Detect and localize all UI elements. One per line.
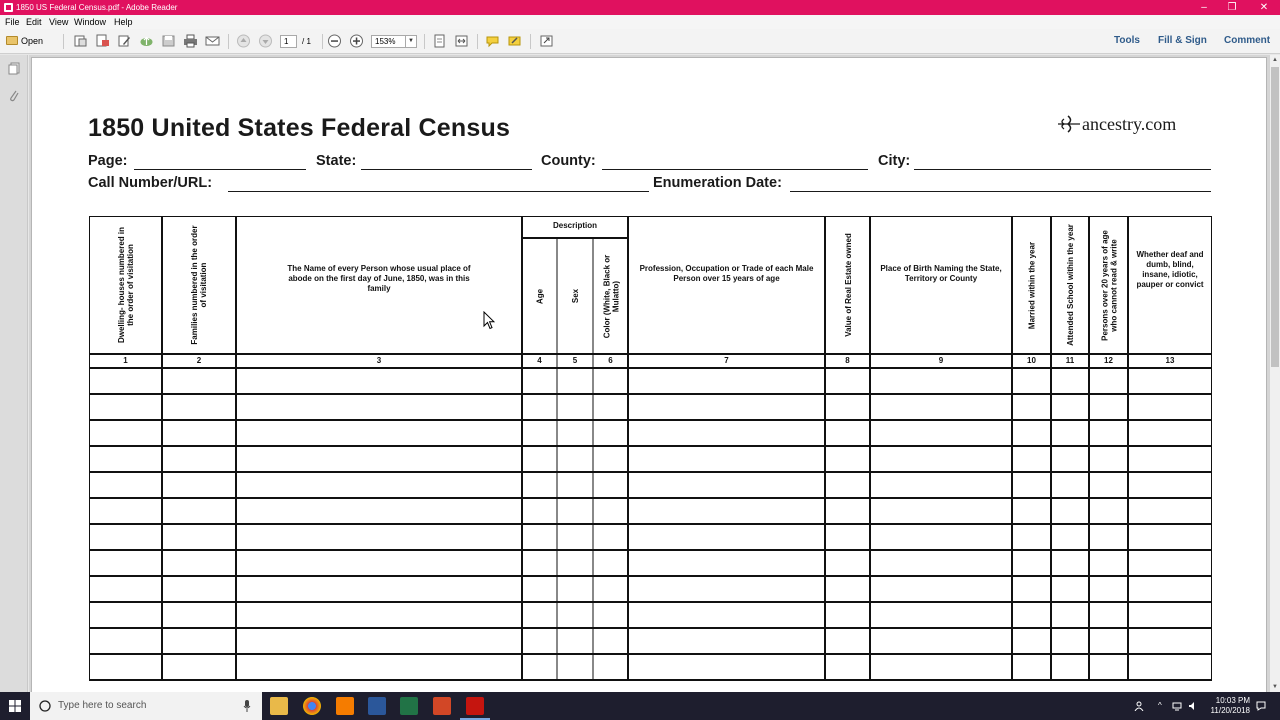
toolbar-separator [322,34,323,49]
menu-view[interactable]: View [49,17,69,27]
column-number-8: 8 [845,356,850,365]
ancestry-logo [1056,114,1176,135]
close-button[interactable]: ✕ [1259,2,1269,13]
column-number-10: 10 [1027,356,1036,365]
fit-page-icon[interactable] [432,34,447,48]
column-number-13: 13 [1165,356,1175,365]
previous-page-icon[interactable] [236,34,251,48]
column-number-4: 4 [537,356,542,365]
column-header-8: Value of Real Estate owned [843,233,852,337]
search-icon [39,700,51,712]
toolbar [0,29,1280,54]
toolbar-separator [228,34,229,49]
folder-icon [6,36,18,45]
create-pdf-icon[interactable] [73,34,88,48]
chrome-icon[interactable] [303,697,321,715]
zoom-value: 153% [375,37,396,46]
expand-icon[interactable] [539,34,554,48]
city-field-line[interactable] [914,169,1211,170]
mouse-cursor-icon [483,311,495,330]
email-icon[interactable] [205,34,220,48]
scroll-down-arrow-icon[interactable]: ▼ [1272,684,1278,690]
description-group-header: Description [552,221,597,230]
toolbar-separator [477,34,478,49]
column-number-11: 11 [1065,356,1075,365]
excel-icon[interactable] [400,697,418,715]
page-total: / 1 [302,37,311,46]
tab-comment[interactable]: Comment [1224,35,1271,46]
column-header-3: The Name of every Person whose usual place of abode on the first day of June, 1850, was in this family [287,264,471,293]
menu-window[interactable]: Window [74,17,107,27]
word-icon[interactable] [368,697,386,715]
column-header-1: Dwelling- houses numbered in the order of visitation [116,227,135,344]
document-title: 1850 United States Federal Census [88,114,511,142]
page-number-input[interactable]: 1 [280,35,297,48]
volume-icon[interactable] [1188,701,1198,711]
navigation-pane [0,55,28,692]
column-number-9: 9 [938,356,944,365]
column-header-4: Age [535,288,544,304]
xampp-icon[interactable] [336,697,354,715]
vertical-scrollbar[interactable] [1269,55,1280,692]
title-bar [0,0,1280,15]
logo-text: ancestry.com [1082,114,1177,134]
clock-time: 10:03 PM [1215,696,1250,705]
column-header-11: Attended School within the year [1065,224,1075,346]
column-number-3: 3 [376,356,382,365]
call-number-field-line[interactable] [228,191,649,192]
zoom-select[interactable] [371,35,417,48]
sticky-note-icon[interactable] [485,34,500,48]
adobe-reader-icon [4,3,13,12]
page-field-label: Page: [88,153,128,169]
county-field-line[interactable] [602,169,868,170]
menu-file[interactable]: File [5,17,20,27]
zoom-out-icon[interactable] [327,34,342,48]
windows-start-icon[interactable] [9,700,21,712]
network-icon[interactable] [1172,701,1182,711]
tab-fill-sign[interactable]: Fill & Sign [1158,35,1207,46]
taskbar-search-placeholder: Type here to search [58,700,147,711]
chevron-up-icon[interactable]: ^ [1158,701,1162,710]
taskbar-search-box[interactable] [30,692,262,720]
column-header-5: Sex [570,288,580,304]
clock-date: 11/20/2018 [1210,706,1250,715]
enumeration-date-field-label: Enumeration Date: [653,175,782,191]
maximize-button[interactable]: ❐ [1227,2,1237,13]
column-header-13: Whether deaf and dumb, blind, insane, idiotic, pauper or convict [1136,250,1204,289]
column-number-12: 12 [1104,356,1113,365]
powerpoint-icon[interactable] [433,697,451,715]
save-icon[interactable] [161,34,176,48]
column-header-6: Color (White, Black or Mulatto) [601,254,620,338]
toolbar-separator [530,34,531,49]
column-header-12: Persons over 20 years of age who cannot read & write [1099,229,1118,341]
open-button-label: Open [21,36,44,46]
enumeration-date-field-line[interactable] [790,191,1211,192]
taskbar-clock[interactable] [1211,696,1250,716]
document-viewport[interactable] [29,55,1269,692]
column-header-10: Married within the year [1027,241,1036,329]
column-number-2: 2 [196,356,202,365]
file-explorer-icon[interactable] [270,697,288,715]
edit-pdf-icon[interactable] [117,34,132,48]
menu-edit[interactable]: Edit [26,17,42,27]
toolbar-separator [63,34,64,49]
county-field-label: County: [541,153,596,169]
scroll-up-arrow-icon[interactable]: ▲ [1272,57,1278,63]
print-icon[interactable] [183,34,198,48]
city-field-label: City: [878,153,911,169]
fit-width-icon[interactable] [454,34,469,48]
next-page-icon[interactable] [258,34,273,48]
zoom-in-icon[interactable] [349,34,364,48]
menu-bar [0,15,1280,29]
call-number-field-label: Call Number/URL: [88,175,213,191]
windows-taskbar [0,692,1280,720]
page-field-line[interactable] [134,169,306,170]
menu-help[interactable]: Help [114,17,133,27]
column-number-7: 7 [724,356,729,365]
column-number-1: 1 [123,356,128,365]
highlight-icon[interactable] [507,34,522,48]
state-field-line[interactable] [361,169,532,170]
column-header-9: Place of Birth Naming the State, Territory or County [880,264,1002,283]
open-button[interactable] [6,34,43,49]
toolbar-separator [424,34,425,49]
export-pdf-icon[interactable] [95,34,110,48]
pages-thumbnail-icon[interactable] [8,62,20,75]
people-icon[interactable] [1134,701,1144,711]
column-number-5: 5 [572,356,578,365]
minimize-button[interactable]: – [1201,2,1207,13]
column-header-7: Profession, Occupation or Trade of each Male Person over 15 years of age [639,264,814,283]
column-header-2: Families numbered in the order of visitation [190,225,208,345]
chevron-down-icon[interactable]: ▼ [405,36,416,47]
tab-tools[interactable]: Tools [1114,35,1140,46]
state-field-label: State: [316,153,357,169]
column-number-6: 6 [608,356,613,365]
attachment-icon[interactable] [8,89,20,102]
adobe-reader-taskbar-icon[interactable] [466,697,484,715]
notification-icon[interactable] [1256,701,1266,711]
microphone-icon[interactable] [243,700,251,712]
pdf-page [31,57,1267,692]
ancestry-leaf-icon [1056,114,1082,134]
window-title: 1850 US Federal Census.pdf - Adobe Reader [16,3,178,12]
cloud-upload-icon[interactable] [139,34,154,48]
scroll-thumb[interactable] [1271,67,1279,367]
